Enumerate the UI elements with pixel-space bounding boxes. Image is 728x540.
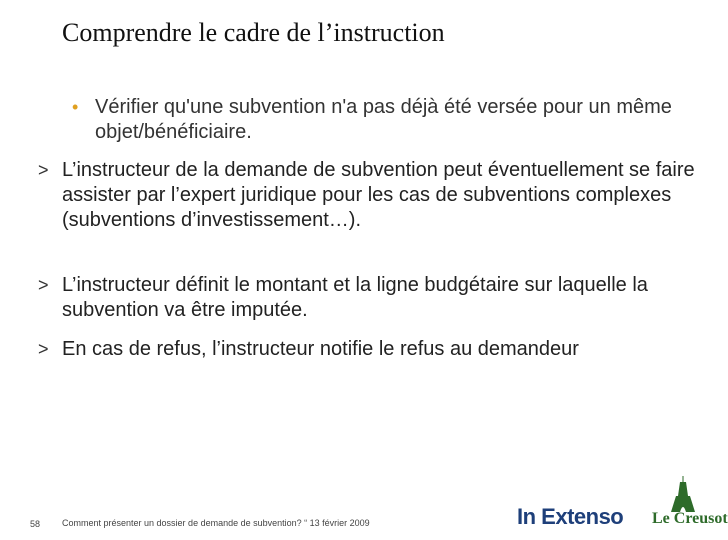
le-creusot-name: Le Creusot [652,510,728,527]
sub-bullet-item [72,95,692,145]
bullet-text: L’instructeur de la demande de subvention peut éventuellement se faire assister par l’expert juridique pour les cas de subventions complexes (subventions d’investissement…). [62,159,695,231]
bullet-item [38,337,698,362]
bullet-item [38,273,698,323]
page-number: 58 [30,519,41,529]
footer-text: Comment présenter un dossier de demande de subvention? “ 13 février 2009 [62,518,370,528]
bullet-text: En cas de refus, l’instructeur notifie le refus au demandeur [62,338,579,360]
chevron-right-icon: > [38,160,49,180]
chevron-right-icon: > [38,339,49,359]
slide-title: Comprendre le cadre de l’instruction [62,18,445,47]
in-extenso-logo: In Extenso [517,504,624,529]
sub-bullet-text: Vérifier qu'une subvention n'a pas déjà été versée pour un même objet/bénéficiaire. [95,96,672,143]
bullet-item [38,158,698,233]
tower-icon [670,476,696,512]
bullet-dot-icon: • [72,97,79,117]
chevron-right-icon: > [38,275,49,295]
bullet-text: L’instructeur définit le montant et la ligne budgétaire sur laquelle la subvention va être imputée. [62,274,648,321]
le-creusot-logo [652,476,728,534]
